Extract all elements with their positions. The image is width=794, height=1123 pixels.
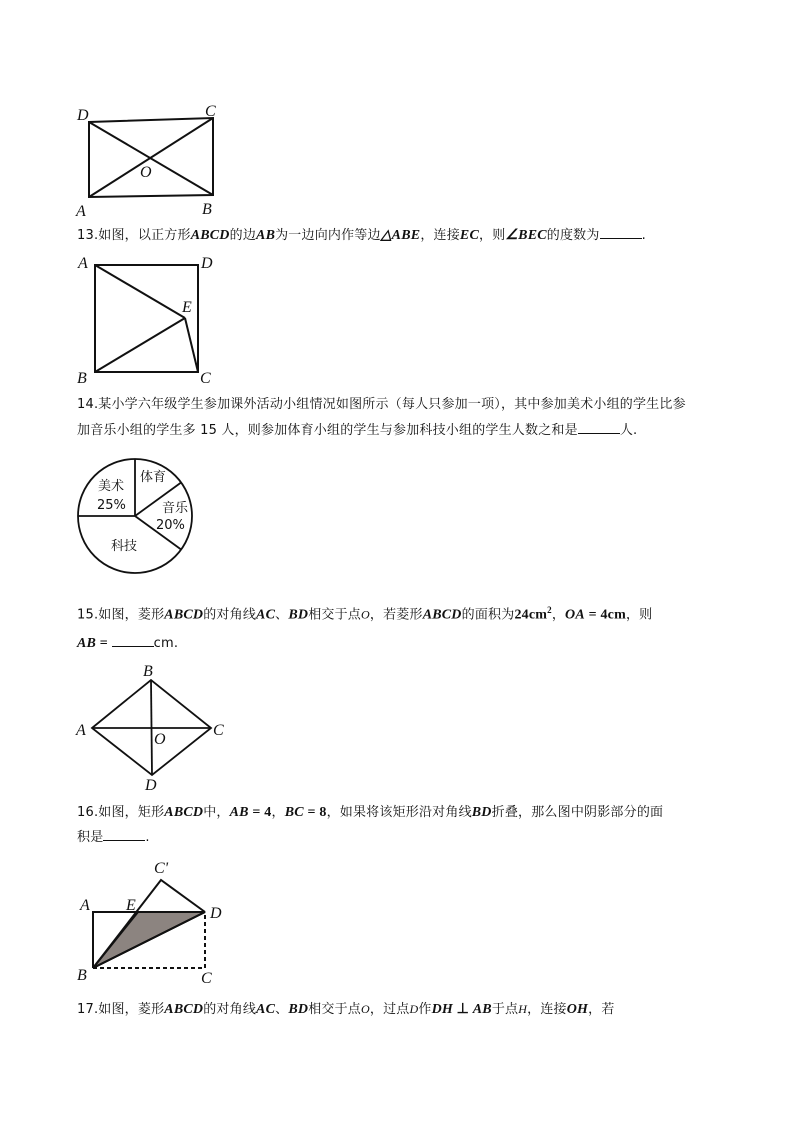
- pie-label-tiyu: 体育: [140, 470, 167, 485]
- question-15-line-1: 15.如图，菱形ABCD的对角线AC、BD相交于点O，若菱形ABCD的面积为$24cm^2$，OA = 4cm，则: [77, 605, 653, 623]
- label-a: A: [76, 203, 86, 220]
- label-a: A: [78, 255, 88, 272]
- pie-label-keji: 科技: [111, 539, 138, 554]
- answer-blank[interactable]: [600, 226, 642, 239]
- question-16-line-2: 积是 .: [77, 830, 150, 845]
- pie-label-meishu: 美术: [98, 479, 125, 494]
- label-e: E: [126, 897, 136, 914]
- pie-value-meishu: 25%: [97, 498, 126, 513]
- label-o: O: [140, 164, 152, 181]
- segment-ec: [185, 318, 198, 372]
- label-b: B: [77, 370, 87, 387]
- label-c: C: [200, 370, 211, 387]
- label-a: A: [76, 722, 86, 739]
- question-16-line-1: 16.如图，矩形ABCD中，AB = 4，BC = 8，如果将该矩形沿对角线BD折叠，那么图中阴影部分的面: [77, 805, 664, 820]
- label-d: D: [145, 777, 157, 794]
- label-d: D: [201, 255, 213, 272]
- label-d: D: [77, 107, 89, 124]
- label-b: B: [143, 663, 153, 680]
- question-14-line-1: 14.某小学六年级学生参加课外活动小组情况如图所示（每人只参加一项），其中参加美术小组的学生比参: [77, 397, 686, 412]
- question-15-line-2: AB = cm.: [77, 636, 179, 651]
- label-c: C: [201, 970, 212, 987]
- label-d: D: [210, 905, 222, 922]
- pie-label-yinyue: 音乐: [162, 501, 189, 516]
- segment-ae: [95, 265, 185, 318]
- figure-rhombus-abcd: [70, 662, 240, 792]
- label-c: C: [213, 722, 224, 739]
- pie-chart: [76, 457, 196, 577]
- label-a: A: [80, 897, 90, 914]
- label-b: B: [202, 201, 212, 218]
- label-e: E: [182, 299, 192, 316]
- question-14-line-2: 加音乐小组的学生多 15 人，则参加体育小组的学生与参加科技小组的学生人数之和是 人.: [77, 423, 638, 438]
- answer-blank[interactable]: [112, 634, 154, 647]
- figure-rectangle-abcd: [70, 98, 230, 223]
- label-c-prime: C': [154, 860, 169, 877]
- question-13-text: 13.如图，以正方形ABCD的边AB为一边向内作等边△ABE，连接EC，则∠BEC的度数为 .: [77, 228, 646, 243]
- figure-square-abcd: [70, 252, 230, 387]
- answer-blank[interactable]: [103, 828, 145, 841]
- label-o: O: [154, 731, 166, 748]
- question-17-text: 17.如图，菱形ABCD的对角线AC、BD相交于点O，过点D作DH ⊥ AB于点H，连接OH，若: [77, 1002, 615, 1017]
- diagonal-bd: [151, 680, 152, 775]
- label-b: B: [77, 967, 87, 984]
- answer-blank[interactable]: [578, 421, 620, 434]
- figure-folded-rectangle: [70, 857, 230, 987]
- segment-be: [95, 318, 185, 372]
- label-c: C: [205, 103, 216, 120]
- pie-value-yinyue: 20%: [156, 518, 185, 533]
